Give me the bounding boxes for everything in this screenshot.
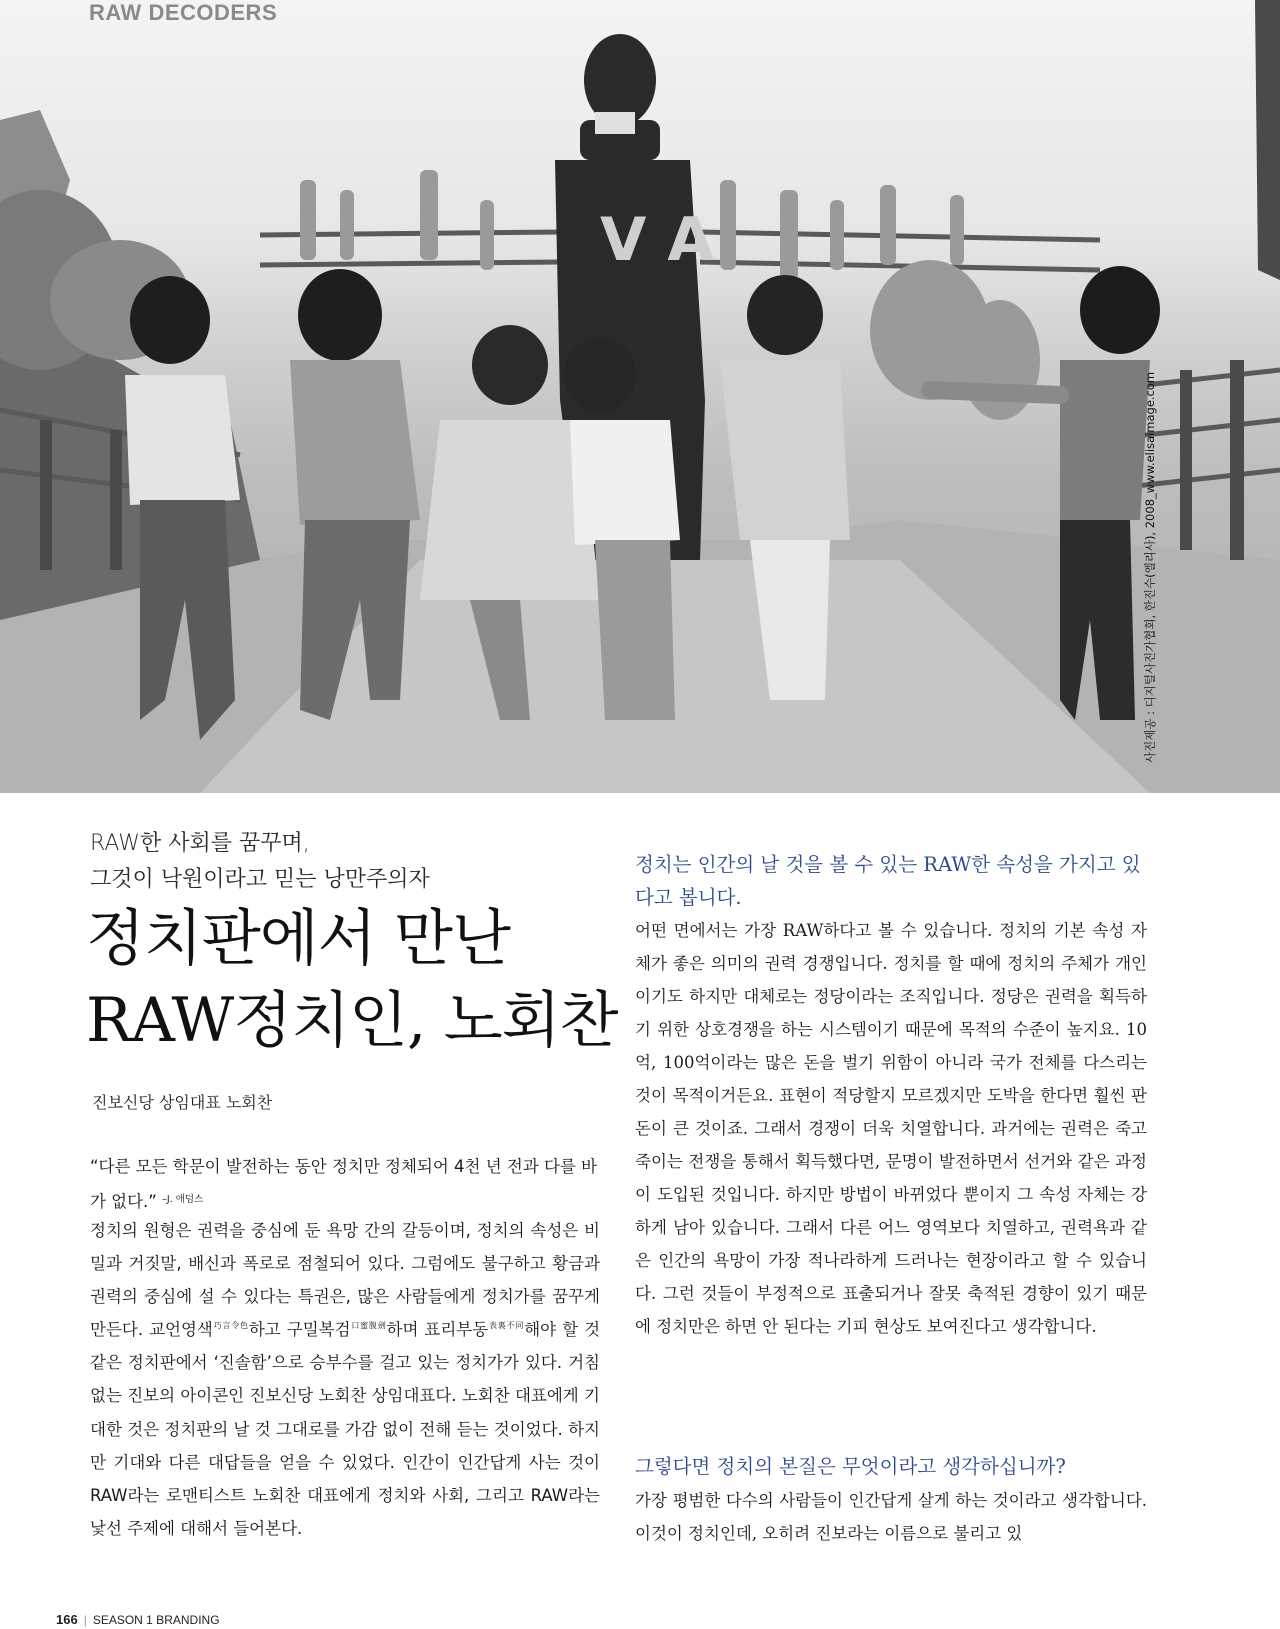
- interview-answer-1: 어떤 면에서는 가장 RAW하다고 볼 수 있습니다. 정치의 기본 속성 자체가 좋은 의미의 권력 경쟁입니다. 정치를 할 때에 정치의 주체가 개인이기도 하지만 대체로는 정당이라는 조직입니다. 정당은 권력을 획득하기 위한 상호경쟁을 하는 시스템이기 때문에 목적의 수준이 높지요. 10억, 100억이라는 많은 돈을 벌기 위함이 아니라 국가 전체를 다스리는 것이 목적이거든요. 표현이 적당할지 모르겠지만 도박을 한다면 훨씬 판돈이 큰 것이죠. 그래서 경쟁이 더욱 치열합니다. 과거에는 권력은 죽고 죽이는 전쟁을 통해서 획득했다면, 문명이 발전하면서 선거와 같은 과정이 도입된 것입니다. 하지만 방법이 바뀌었다 뿐이지 그 속성 자체는 강하게 남아 있습니다. 그래서 다른 어느 영역보다 치열하고, 권력욕과 같은 인간의 욕망이 가장 적나라하게 드러나는 현장이라고 할 수 있습니다. 그런 것들이 부정적으로 표출되거나 잘못 축적된 경향이 있기 때문에 정치만은 하면 안 된다는 기피 현상도 보여진다고 생각합니다.: [635, 921, 1147, 1336]
- byline: 진보신당 상임대표 노회찬: [92, 1093, 273, 1112]
- opening-quote: [90, 1150, 600, 1218]
- interview-question-2: 그렇다면 정치의 본질은 무엇이라고 생각하십니까?: [635, 1455, 1066, 1478]
- intro-text-2: 하고 구밀복검: [248, 1320, 351, 1340]
- quote-attribution: –J. 애덤스: [162, 1194, 204, 1205]
- intro-text-1: 정치의 원형은 권력을 중심에 둔 욕망 간의 갈등이며, 정치의 속성은 비밀과 거짓말, 배신과 폭로로 점철되어 있다. 그럼에도 불구하고 황금과 권력의 중심에 설 수 있다는 특권은, 많은 사람들에게 정치가를 꿈꾸게 만든다. 교언영색: [90, 1221, 600, 1340]
- children-walking-photo: [0, 0, 1280, 793]
- quote-text: “다른 모든 학문이 발전하는 동안 정치만 정체되어 4천 년 전과 다를 바가 없다.”: [90, 1157, 598, 1211]
- hero-photo: [0, 0, 1280, 793]
- interview-answer-2: 가장 평범한 다수의 사람들이 인간답게 살게 하는 것이라고 생각합니다. 이것이 정치인데, 오히려 진보라는 이름으로 불리고 있: [635, 1491, 1147, 1543]
- title-line-1: 정치판에서 만난: [86, 903, 510, 974]
- title-line-2: RAW정치인, 노회찬: [86, 985, 618, 1056]
- kicker-line-2: 그것이 낙원이라고 믿는 낭만주의자: [90, 867, 430, 892]
- hanja-annotation-2: 口蜜腹劍: [350, 1321, 387, 1331]
- kicker-line-1: RAW한 사회를 꿈꾸며,: [90, 831, 310, 856]
- interview-question-1: 정치는 인간의 날 것을 볼 수 있는 RAW한 속성을 가지고 있다고 봅니다.: [635, 853, 1141, 909]
- intro-text-3: 하며 표리부동: [386, 1320, 489, 1340]
- series-name: SEASON 1 BRANDING: [92, 1613, 220, 1627]
- page-footer: [56, 1612, 220, 1627]
- article-kicker: [90, 826, 610, 898]
- footer-divider: |: [83, 1613, 87, 1627]
- article-title: [86, 898, 646, 1062]
- page-number: 166: [56, 1612, 78, 1627]
- hanja-annotation-1: 巧言令色: [212, 1321, 249, 1331]
- hanja-annotation-3: 表裏不同: [488, 1321, 525, 1331]
- section-label: RAW DECODERS: [89, 0, 278, 25]
- intro-paragraph: [90, 1214, 600, 1545]
- svg-text:V A: V A: [600, 205, 714, 275]
- intro-text-4: 해야 할 것 같은 정치판에서 ‘진솔함’으로 승부수를 걸고 있는 정치가가 있다. 거침없는 진보의 아이콘인 진보신당 노회찬 상임대표다. 노회찬 대표에게 기대한 것은 정치판의 날 것 그대로를 가감 없이 전해 듣는 것이었다. 하지만 기대와 다른 대답들을 얻을 수 있었다. 인간이 인간답게 사는 것이 RAW라는 로맨티스트 노회찬 대표에게 정치와 사회, 그리고 RAW라는 낯선 주제에 대해서 들어본다.: [90, 1320, 601, 1538]
- photo-credit: 사진제공 : 디지털사진가협회, 한진수(엘리사), 2008_www.elisaimage.com: [1143, 371, 1157, 763]
